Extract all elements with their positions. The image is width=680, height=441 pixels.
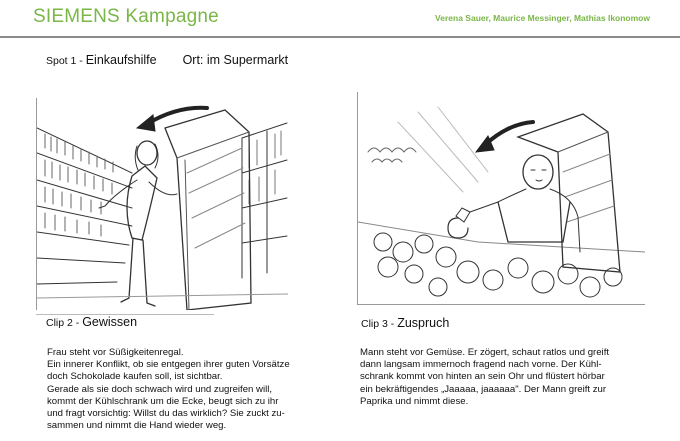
spot-prefix: Spot 1 - xyxy=(46,55,86,67)
spot-title: Einkaufshilfe xyxy=(85,53,157,67)
clip2-title: Gewissen xyxy=(82,315,138,329)
clip3-heading xyxy=(361,316,449,330)
clip2-description-line: doch Schokolade kaufen soll, ist sichtbar. xyxy=(47,371,223,383)
clip3-description-line: schrank kommt von hinten an sein Ohr und flüstert hörbar xyxy=(360,371,605,383)
storyboard-sketch-clip3 xyxy=(357,92,645,305)
clip3-description-line: Mann steht vor Gemüse. Er zögert, schaut ratlos und greift xyxy=(360,347,610,358)
authors-line: Verena Sauer, Maurice Messinger, Mathias Ikonomow xyxy=(435,13,650,23)
spot-heading xyxy=(46,53,288,67)
clip2-description-line: Ein innerer Konflikt, ob sie entgegen ihrer guten Vorsätze xyxy=(47,359,290,371)
clip2-description-line: und fragt vorsichtig: Willst du das wirklich? Sie zuckt zu- xyxy=(47,408,285,420)
clip2-description-line: Frau steht vor Süßigkeitenregal. xyxy=(47,347,184,358)
brand-title: SIEMENS Kampagne xyxy=(33,6,219,27)
header-divider xyxy=(0,36,680,38)
clip2-description xyxy=(47,347,347,432)
clip3-description xyxy=(360,347,660,408)
clip2-description-line: kommt der Kühlschrank um die Ecke, beugt sich zu ihr xyxy=(47,395,279,407)
clip2-heading xyxy=(46,315,137,329)
clip3-description-line: dann langsam immernoch fragend nach vorne. Der Kühl- xyxy=(360,359,602,371)
clip2-description-line: sammen und nimmt die Hand wieder weg. xyxy=(47,420,227,432)
spot-location: Ort: im Supermarkt xyxy=(182,53,289,67)
clip3-title: Zuspruch xyxy=(397,316,450,330)
clip2-description-line: Gerade als sie doch schwach wird und zugreifen will, xyxy=(47,383,273,395)
clip3-prefix: Clip 3 - xyxy=(361,318,398,330)
clip3-description-line: Paprika und nimmt diese. xyxy=(360,395,469,407)
clip3-description-line: ein bekräftigendes „Jaaaaa, jaaaaaa". Der Mann greift zur xyxy=(360,383,607,395)
storyboard-sketch-clip2 xyxy=(36,98,288,310)
clip2-prefix: Clip 2 - xyxy=(46,317,83,329)
